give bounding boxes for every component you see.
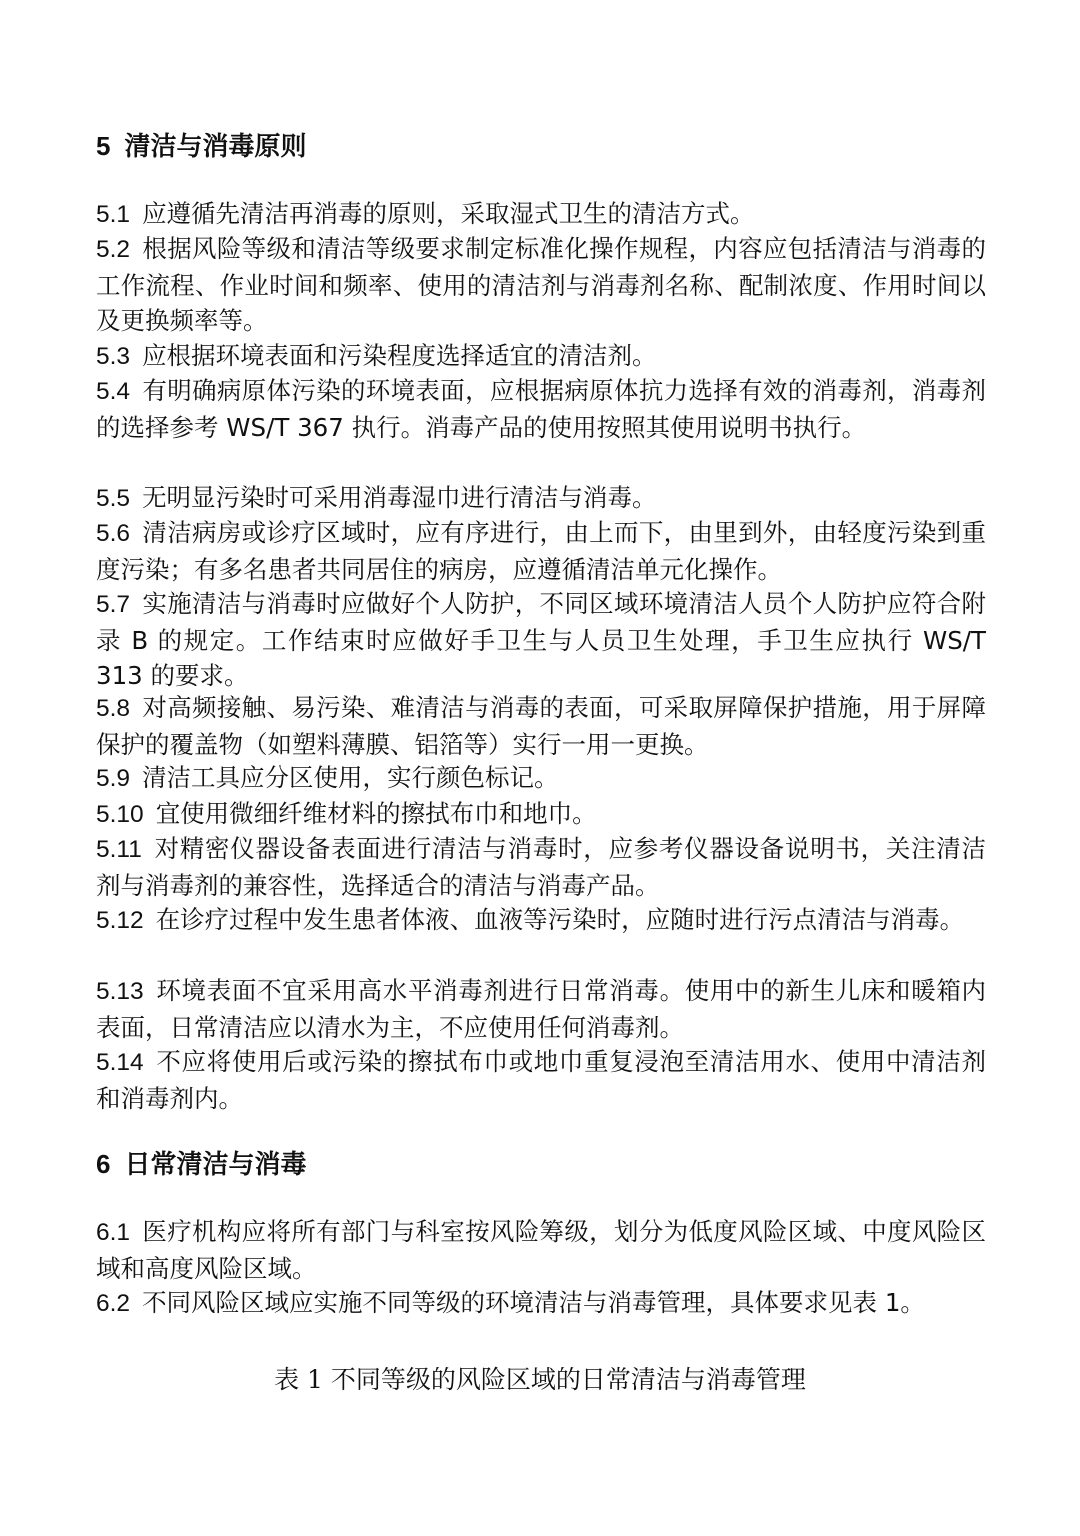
clause-text: 医疗机构应将所有部门与科室按风险筹级，划分为低度风险区域、中度风险区域和高度风险区域。 xyxy=(96,1217,986,1283)
clause-text: 环境表面不宜采用高水平消毒剂进行日常消毒。使用中的新生儿床和暖箱内表面，日常清洁应以清水为主，不应使用任何消毒剂。 xyxy=(96,976,986,1042)
clause-text: 清洁病房或诊疗区域时，应有序进行，由上而下，由里到外，由轻度污染到重度污染；有多名患者共同居住的病房，应遵循清洁单元化操作。 xyxy=(96,518,986,584)
clause-text: 有明确病原体污染的环境表面，应根据病原体抗力选择有效的消毒剂，消毒剂的选择参考 WS/T 367 执行。消毒产品的使用按照其使用说明书执行。 xyxy=(96,376,986,442)
section-5-heading xyxy=(96,128,306,165)
clause-5-3 xyxy=(96,338,986,375)
clause-5-6 xyxy=(96,515,986,587)
clause-number: 5.7 xyxy=(96,591,131,618)
section-number: 5 xyxy=(96,131,111,161)
clause-6-1 xyxy=(96,1214,986,1286)
clause-number: 5.6 xyxy=(96,520,131,547)
clause-5-7 xyxy=(96,586,986,694)
clause-number: 5.4 xyxy=(96,378,131,405)
clause-text: 清洁工具应分区使用，实行颜色标记。 xyxy=(142,763,559,792)
clause-5-11 xyxy=(96,831,986,903)
clause-text: 实施清洁与消毒时应做好个人防护，不同区域环境清洁人员个人防护应符合附录 B 的规定。工作结束时应做好手卫生与人员卫生处理，手卫生应执行 WS/T 313 的要求。 xyxy=(96,589,986,690)
clause-text: 无明显污染时可采用消毒湿巾进行清洁与消毒。 xyxy=(142,483,657,512)
clause-6-2 xyxy=(96,1285,986,1322)
clause-number: 5.10 xyxy=(96,801,144,828)
clause-number: 6.2 xyxy=(96,1290,131,1317)
clause-5-2 xyxy=(96,231,986,339)
clause-5-8 xyxy=(96,690,986,762)
clause-5-10 xyxy=(96,796,986,833)
clause-5-4 xyxy=(96,373,986,445)
clause-number: 5.9 xyxy=(96,765,131,792)
clause-number: 5.5 xyxy=(96,485,131,512)
clause-text: 对高频接触、易污染、难清洁与消毒的表面，可采取屏障保护措施，用于屏障保护的覆盖物（如塑料薄膜、铝箔等）实行一用一更换。 xyxy=(96,693,986,759)
clause-number: 5.12 xyxy=(96,907,144,934)
clause-text: 应遵循先清洁再消毒的原则，采取湿式卫生的清洁方式。 xyxy=(142,199,755,228)
clause-text: 应根据环境表面和污染程度选择适宜的清洁剂。 xyxy=(142,341,657,370)
clause-text: 不同风险区域应实施不同等级的环境清洁与消毒管理，具体要求见表 1。 xyxy=(142,1288,925,1317)
section-title: 日常清洁与消毒 xyxy=(124,1150,307,1180)
clause-number: 5.11 xyxy=(96,836,142,863)
clause-number: 5.14 xyxy=(96,1049,144,1076)
clause-text: 在诊疗过程中发生患者体液、血液等污染时，应随时进行污点清洁与消毒。 xyxy=(155,905,965,934)
clause-5-5 xyxy=(96,480,986,517)
section-title: 清洁与消毒原则 xyxy=(124,132,307,162)
clause-number: 5.2 xyxy=(96,236,131,263)
clause-text: 根据风险等级和清洁等级要求制定标准化操作规程，内容应包括清洁与消毒的工作流程、作业时间和频率、使用的清洁剂与消毒剂名称、配制浓度、作用时间以及更换频率等。 xyxy=(96,234,986,335)
clause-5-12 xyxy=(96,902,986,939)
clause-number: 5.1 xyxy=(96,201,131,228)
clause-number: 5.8 xyxy=(96,695,131,722)
clause-5-14 xyxy=(96,1044,986,1116)
section-6-heading xyxy=(96,1146,306,1183)
clause-5-13 xyxy=(96,973,986,1045)
clause-number: 5.3 xyxy=(96,343,131,370)
section-number: 6 xyxy=(96,1149,111,1179)
clause-5-1 xyxy=(96,196,986,233)
table-caption: 表 1 不同等级的风险区域的日常清洁与消毒管理 xyxy=(274,1365,806,1394)
clause-5-9 xyxy=(96,760,986,797)
clause-text: 对精密仪器设备表面进行清洁与消毒时，应参考仪器设备说明书，关注清洁剂与消毒剂的兼容性，选择适合的清洁与消毒产品。 xyxy=(96,834,986,900)
clause-text: 宜使用微细纤维材料的擦拭布巾和地巾。 xyxy=(155,799,597,828)
clause-text: 不应将使用后或污染的擦拭布巾或地巾重复浸泡至清洁用水、使用中清洁剂和消毒剂内。 xyxy=(96,1047,986,1113)
clause-number: 5.13 xyxy=(96,978,144,1005)
clause-number: 6.1 xyxy=(96,1219,131,1246)
